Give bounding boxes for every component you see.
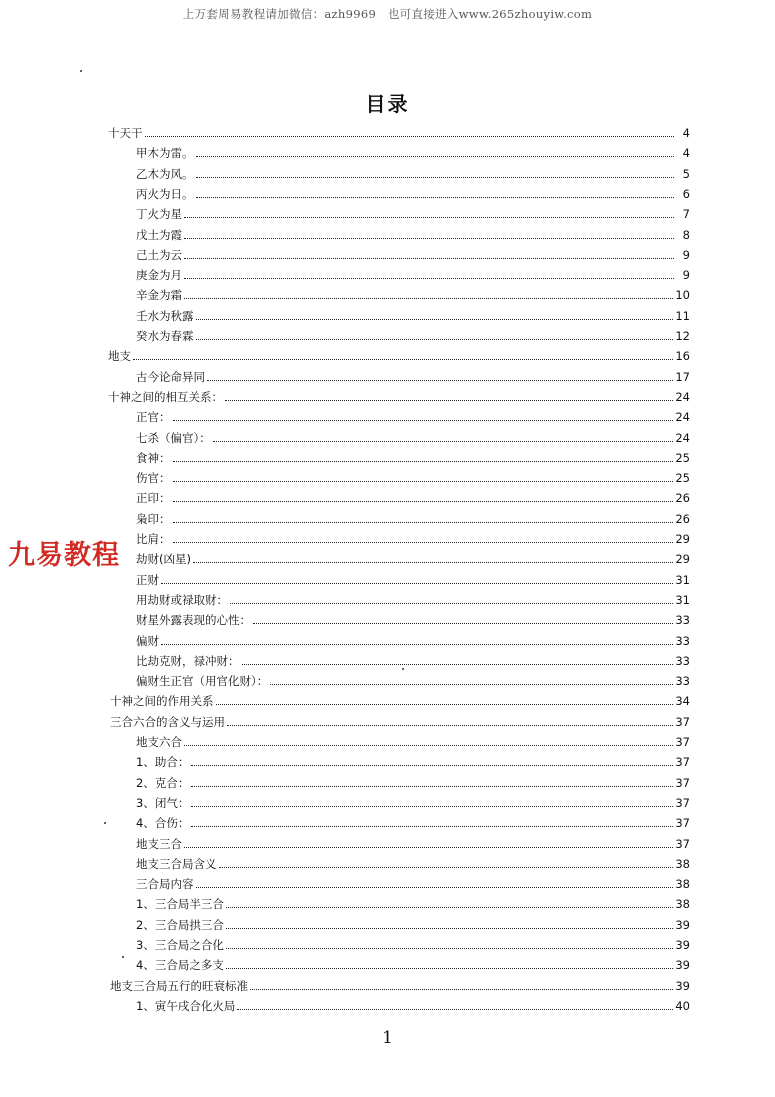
toc-entry-title: 食神： — [136, 450, 171, 465]
scan-speck — [122, 956, 124, 958]
toc-leader-dots — [173, 501, 674, 502]
toc-entry-title: 地支三合局五行的旺衰标准 — [110, 978, 248, 993]
toc-leader-dots — [191, 786, 673, 787]
toc-leader-dots — [191, 826, 673, 827]
toc-entry[interactable] — [136, 891, 690, 911]
toc-entry[interactable] — [136, 607, 690, 627]
scan-speck — [104, 822, 106, 824]
toc-leader-dots — [133, 359, 673, 360]
toc-entry-title: 4、三合局之多支 — [136, 958, 224, 973]
toc-entry-page: 6 — [682, 186, 690, 201]
toc-entry-title: 地支六合 — [136, 735, 182, 749]
toc-entry-page: 39 — [675, 917, 690, 932]
toc-entry-page: 17 — [675, 369, 690, 384]
toc-entry-page: 34 — [675, 694, 690, 709]
toc-entry[interactable] — [136, 729, 690, 749]
toc-entry-title: 癸水为春霖 — [136, 329, 194, 343]
toc-leader-dots — [184, 217, 674, 218]
toc-entry-page: 16 — [675, 349, 690, 364]
toc-entry-title: 乙木为风。 — [136, 166, 194, 181]
toc-entry-title: 己土为云 — [136, 247, 182, 262]
toc-entry-title: 庚金为月 — [136, 268, 182, 283]
toc-entry-page: 37 — [675, 816, 690, 831]
toc-leader-dots — [227, 725, 673, 726]
toc-entry[interactable] — [136, 587, 690, 607]
toc-entry-page: 39 — [675, 978, 690, 993]
toc-entry-title: 用劫财或禄取财： — [136, 592, 228, 607]
toc-entry-title: 地支三合局含义 — [136, 856, 217, 871]
toc-entry-title: 壬水为秋露 — [136, 308, 194, 323]
toc-leader-dots — [237, 1009, 673, 1010]
toc-entry-title: 劫财(凶星) — [136, 552, 191, 567]
toc-entry-page: 31 — [675, 592, 690, 607]
toc-entry-title: 1、三合局半三合 — [136, 897, 224, 912]
toc-leader-dots — [225, 400, 673, 401]
toc-entry-page: 8 — [682, 227, 690, 242]
toc-entry-page: 24 — [675, 410, 690, 425]
toc-leader-dots — [226, 948, 674, 949]
toc-entry-page: 25 — [675, 471, 690, 486]
toc-leader-dots — [184, 238, 674, 239]
toc-leader-dots — [230, 603, 673, 604]
toc-entry-title: 辛金为霜 — [136, 288, 182, 303]
toc-leader-dots — [196, 177, 675, 178]
toc-entry-title: 2、克合： — [136, 775, 190, 790]
toc-entry-title: 丁火为星 — [136, 207, 182, 222]
toc-entry-title: 3、三合局之合化 — [136, 938, 224, 952]
toc-entry-title: 十神之间的相互关系： — [108, 389, 223, 404]
toc-entry[interactable] — [136, 242, 690, 262]
toc-entry-title: 比劫克财，禄冲财： — [136, 653, 240, 668]
toc-entry[interactable] — [136, 567, 690, 587]
toc-leader-dots — [184, 258, 674, 259]
toc-entry-title: 财星外露表现的心性： — [136, 613, 251, 628]
toc-leader-dots — [196, 887, 674, 888]
toc-entry-page: 33 — [675, 613, 690, 628]
page-title: 目录 — [365, 92, 410, 116]
toc-entry[interactable] — [108, 343, 690, 363]
toc-entry-page: 11 — [675, 308, 690, 323]
toc-entry[interactable] — [136, 201, 690, 221]
toc-entry[interactable] — [136, 810, 690, 830]
toc-entry-title: 丙火为日。 — [136, 186, 194, 201]
toc-leader-dots — [184, 847, 673, 848]
toc-entry[interactable] — [136, 526, 690, 546]
toc-leader-dots — [184, 278, 674, 279]
toc-entry-title: 2、三合局拱三合 — [136, 917, 224, 932]
toc-entry[interactable] — [136, 364, 690, 384]
toc-entry-title: 1、助合： — [136, 755, 190, 770]
toc-entry[interactable] — [136, 993, 690, 1013]
toc-entry-page: 38 — [675, 897, 690, 912]
toc-leader-dots — [196, 197, 675, 198]
toc-entry-page: 12 — [675, 329, 690, 343]
toc-entry[interactable] — [136, 181, 690, 201]
toc-entry-page: 24 — [675, 430, 690, 445]
toc-entry-page: 4 — [682, 126, 690, 140]
toc-entry[interactable] — [136, 546, 690, 566]
toc-entry-title: 1、寅午戌合化火局 — [136, 998, 236, 1013]
toc-entry[interactable] — [136, 161, 690, 181]
toc-entry-page: 33 — [675, 633, 690, 648]
toc-leader-dots — [196, 319, 674, 320]
toc-leader-dots — [184, 745, 673, 746]
toc-entry[interactable] — [136, 952, 690, 972]
toc-entry-page: 9 — [682, 268, 690, 283]
toc-entry-title: 偏财 — [136, 633, 159, 648]
toc-entry-page: 37 — [675, 735, 690, 749]
toc-entry-title: 三合六合的含义与运用 — [110, 714, 225, 729]
toc-entry[interactable] — [136, 851, 690, 871]
toc-entry-title: 正财 — [136, 572, 159, 587]
scan-speck — [402, 668, 404, 670]
toc-entry[interactable] — [108, 384, 690, 404]
toc-entry-title: 十天干 — [108, 126, 143, 140]
scan-speck — [80, 70, 82, 72]
toc-entry-page: 33 — [675, 674, 690, 689]
toc-entry[interactable] — [136, 668, 690, 688]
toc-entry-page: 5 — [682, 166, 690, 181]
toc-entry-title: 伤官： — [136, 471, 171, 486]
toc-entry-page: 37 — [675, 714, 690, 729]
watermark: 九易教程 — [8, 540, 120, 571]
toc-leader-dots — [196, 156, 675, 157]
toc-entry-page: 31 — [675, 572, 690, 587]
toc-entry[interactable] — [110, 973, 690, 993]
toc-leader-dots — [207, 380, 673, 381]
toc-entry-title: 正官： — [136, 410, 171, 425]
toc-leader-dots — [173, 542, 674, 543]
toc-entry-title: 正印： — [136, 491, 171, 506]
toc-entry-title: 七杀（偏官）： — [136, 430, 211, 445]
toc-entry-page: 37 — [675, 836, 690, 851]
toc-entry-page: 25 — [675, 450, 690, 465]
toc-entry-title: 地支 — [108, 349, 131, 364]
toc-entry[interactable] — [136, 323, 690, 343]
toc-leader-dots — [191, 806, 673, 807]
toc-leader-dots — [173, 461, 674, 462]
toc-leader-dots — [226, 928, 674, 929]
toc-entry[interactable] — [136, 790, 690, 810]
toc-entry[interactable] — [136, 506, 690, 526]
toc-leader-dots — [253, 623, 673, 624]
toc-leader-dots — [145, 136, 675, 137]
toc-entry[interactable] — [136, 912, 690, 932]
toc-entry-page: 29 — [675, 552, 690, 567]
toc-leader-dots — [226, 968, 674, 969]
toc-leader-dots — [219, 867, 674, 868]
toc-entry[interactable] — [136, 628, 690, 648]
toc-entry[interactable] — [136, 445, 690, 465]
toc-entry-title: 3、闭气： — [136, 795, 190, 810]
toc-entry-title: 戊土为霞 — [136, 227, 182, 242]
toc-entry-page: 26 — [675, 491, 690, 506]
toc-entry[interactable] — [136, 404, 690, 424]
toc-entry[interactable] — [136, 140, 690, 160]
toc-entry-title: 枭印： — [136, 511, 171, 526]
toc-entry-page: 10 — [675, 288, 690, 303]
toc-entry-page: 26 — [675, 511, 690, 526]
toc-entry-page: 4 — [682, 146, 690, 161]
toc-entry-page: 7 — [682, 207, 690, 222]
toc-leader-dots — [193, 562, 673, 563]
toc-leader-dots — [184, 298, 673, 299]
toc-entry[interactable] — [136, 749, 690, 769]
toc-entry-page: 38 — [675, 877, 690, 892]
toc-entry[interactable] — [136, 425, 690, 445]
toc-entry[interactable] — [136, 303, 690, 323]
toc-entry-page: 9 — [682, 247, 690, 262]
toc-entry[interactable] — [136, 262, 690, 282]
toc-entry[interactable] — [136, 222, 690, 242]
toc-entry-title: 偏财生正官（用官化财）： — [136, 674, 269, 689]
page-header: 上万套周易教程请加微信：azh9969 也可直接进入www.265zhouyiw.com — [182, 7, 593, 21]
toc-entry-title: 甲木为雷。 — [136, 146, 194, 161]
toc-entry-page: 39 — [675, 958, 690, 973]
toc-leader-dots — [242, 664, 674, 665]
toc-leader-dots — [196, 339, 674, 340]
toc-entry[interactable] — [136, 485, 690, 505]
toc-entry[interactable] — [136, 770, 690, 790]
toc-entry-page: 37 — [675, 775, 690, 790]
toc-entry-page: 24 — [675, 389, 690, 404]
toc-entry-page: 40 — [675, 998, 690, 1013]
toc-leader-dots — [250, 989, 673, 990]
toc-leader-dots — [161, 583, 673, 584]
toc-entry[interactable] — [136, 932, 690, 952]
toc-entry[interactable] — [136, 831, 690, 851]
toc-entry-title: 地支三合 — [136, 836, 182, 851]
toc-entry-title: 古今论命异同 — [136, 369, 205, 384]
toc-entry-title: 4、合伤： — [136, 816, 190, 831]
toc-entry[interactable] — [110, 709, 690, 729]
toc-entry[interactable] — [108, 120, 690, 140]
toc-leader-dots — [270, 684, 673, 685]
toc-entry-title: 三合局内容 — [136, 877, 194, 892]
toc-entry-title: 十神之间的作用关系 — [110, 694, 214, 709]
toc-leader-dots — [173, 481, 674, 482]
toc-entry[interactable] — [136, 465, 690, 485]
toc-leader-dots — [161, 644, 673, 645]
toc-entry[interactable] — [136, 871, 690, 891]
toc-leader-dots — [226, 907, 674, 908]
page-number: 1 — [382, 1028, 393, 1048]
toc-leader-dots — [216, 704, 674, 705]
toc-entry[interactable] — [110, 688, 690, 708]
toc-leader-dots — [191, 765, 673, 766]
toc-leader-dots — [173, 420, 674, 421]
toc-entry-page: 37 — [675, 755, 690, 770]
toc-entry-page: 37 — [675, 795, 690, 810]
toc-entry[interactable] — [136, 648, 690, 668]
toc-entry-page: 33 — [675, 653, 690, 668]
toc-entry[interactable] — [136, 282, 690, 302]
toc-leader-dots — [173, 522, 674, 523]
toc-entry-title: 比肩： — [136, 532, 171, 546]
toc-leader-dots — [213, 441, 674, 442]
toc-entry-page: 39 — [675, 938, 690, 952]
toc-entry-page: 29 — [675, 532, 690, 546]
toc-entry-page: 38 — [675, 856, 690, 871]
